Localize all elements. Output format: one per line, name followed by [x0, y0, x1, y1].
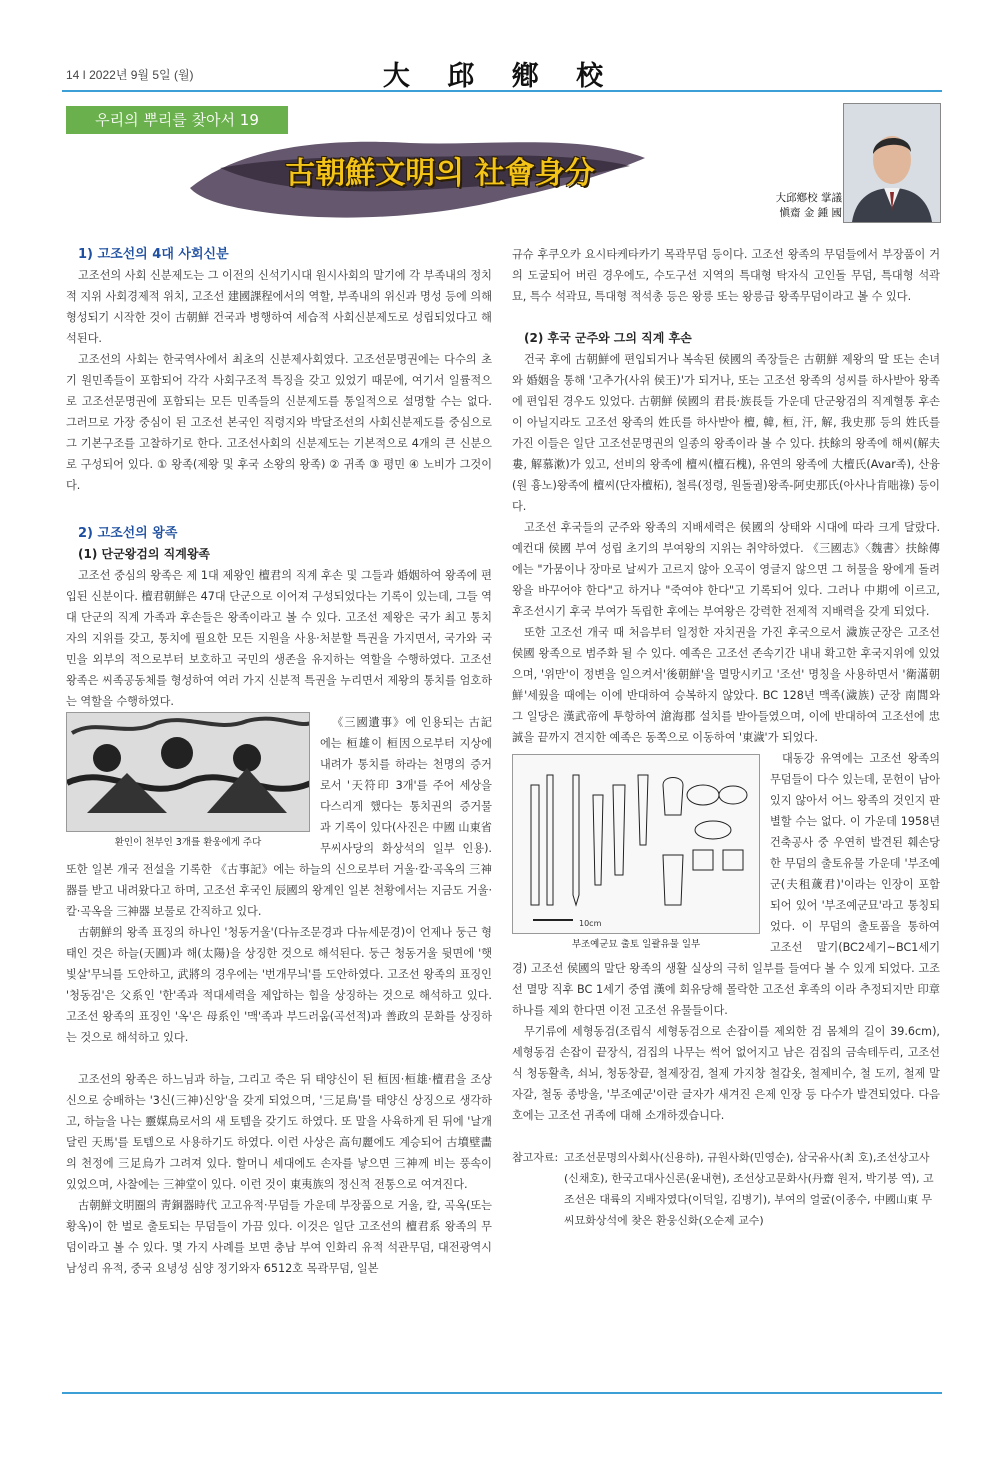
stone-relief-image [66, 712, 310, 832]
author-byline [760, 191, 842, 221]
series-banner: 우리의 뿌리를 찾아서 19 [66, 106, 288, 134]
references-body: 고조선문명의사회사(신용하), 규원사화(민영순), 삼국유사(최 호),조선상고사(신채호), 한국고대사신론(윤내현), 조선상고문화사(丹齋 원저, 박기봉 역), 고조선은 대륙의 지배자였다(이덕일, 김병기), 부여의 얼굴(이종수, 中國山東 무씨묘화상석에 찾은 환웅신화(오순제 교수) [564, 1151, 934, 1227]
masthead: 大 邱 鄕 校 [382, 61, 618, 92]
section-heading-1: 1) 고조선의 4대 사회신분 [78, 247, 229, 262]
scale-label: 10cm [579, 919, 602, 928]
paragraph: 대동강 유역에는 고조선 왕족의 무덤들이 다수 있는데, 문헌이 남아 있지 않아서 어느 왕족의 것인지 판별할 수는 없다. 이 가운데 1958년 건축공사 중 우연히 발견된 훼손당한 무덤의 출토유물 가운데 '부조예군(夫租薉君)'이라는 인장이 포함되어 있어 '부조예군묘'라고 통칭되었다. 이 무덤의 출토품을 통하여 고조선 말기(BC2세기~BC1세기경) 고조선 侯國의 말단 왕족의 생활 실상의 극히 일부를 들여다 볼 수 있게 되었다. 고조선 멸망 직후 BC 1세기 중엽 漢에 회유당해 몰락한 고조선 후족의 이라 추정되지만 印章 하나를 제외 한다면 이전 고조선 유물들이다. [512, 752, 940, 1017]
paragraph: 《三國遺事》에 인용되는 古記에는 桓雄이 桓因으로부터 지상에 내려가 통치를 하라는 천명의 증거로서 '天符印 3개'를 주어 세상을 다스리게 했다는 통치권의 증거물과 기록이 있다(사진은 中國 山東省 무씨사당의 화상석의 일부 인용). 또한 일본 개국 전설을 기록한 《古事記》에는 하늘의 신으로부터 거울·칼·곡옥의 三神器를 받고 내려왔다고 하며, 고조선 후국인 辰國의 왕계인 일본 천황에서는 지금도 거울·칼·곡옥을 三神器 보물로 간직하고 있다. [66, 716, 492, 918]
paragraph: 무기류에 세형동검(조립식 세형동검으로 손잡이를 제외한 검 몸체의 길이 39.6cm), 세형동검 손잡이 끝장식, 검집의 나무는 썩어 없어지고 남은 검집의 금속테두리, 고조선식 청동활촉, 쇠뇌, 청동창끝, 철제장검, 철제 가지창 철갑옷, 철제비수, 철 도끼, 철제 말자갈, 철동 종방울, '부조예군'이란 글자가 새겨진 은제 인장 등 다수가 발견되었다. 다음 호에는 고조선 귀족에 대해 소개하겠습니다. [512, 1025, 940, 1122]
references [512, 1147, 940, 1231]
paragraph: 고조선의 왕족은 하느님과 하늘, 그리고 죽은 뒤 태양신이 된 桓因·桓雄·檀君을 조상신으로 숭배하는 '3신(三神)신앙'을 갖게 되었으며, '三足鳥'를 태양신 상징으로 생각하고, 하늘을 나는 靈媒鳥로서의 새 토템을 갖기도 하였다. 또 말을 사육하게 된 뒤에 '날개 달린 天馬'를 토템으로 사용하기도 하였다. 이런 사상은 高句麗에도 계승되어 古墳壁畵의 천정에 三足烏가 그려져 있다. 할머니 세대에도 손자를 낳으면 三神께 비는 풍속이 있었으며, 사찰에는 三神堂이 있다. 이런 것이 東夷族의 정신적 전통으로 여겨진다. [66, 1073, 492, 1191]
paragraph: 건국 후에 古朝鮮에 편입되거나 복속된 侯國의 족장들은 古朝鮮 제왕의 딸 또는 손녀와 婚姻을 통해 '고추가(사위 侯王)'가 되거나, 또는 고조선 왕족의 성씨를 하사받아 왕족에 편입된 경우도 있었다. 古朝鮮 侯國의 君長·族長들 가운데 단군왕검의 직계혈통 후손이 아닐지라도 고조선 왕족의 姓氏를 하사받아 檀, 韓, 桓, 汗, 解, 我史那 등의 姓氏를 가진 이들은 일단 고조선문명권의 일종의 왕족이라 볼 수 있다. 扶餘의 왕족에 해씨(解夫婁, 解慕漱)가 있고, 선비의 왕족에 檀씨(檀石槐), 유연의 왕족에 大檀氏(Avar족), 산융(원 흉노)왕족에 檀씨(단자檀柘), 철륵(정령, 원돌궐)왕족-阿史那氏(아사나肯咄祿) 등이다. [512, 353, 940, 513]
section-heading-2: 2) 고조선의 왕족 [78, 526, 178, 541]
paragraph: 古朝鮮文明圈의 靑銅器時代 고고유적·무덤들 가운데 부장품으로 거울, 칼, 곡옥(또는 황옥)이 한 벌로 출토되는 무덤들이 가끔 있다. 이것은 일단 고조선의 檀君系 왕족의 무덤이라고 볼 수 있다. 몇 가지 사례를 보면 충남 부여 인화리 유적 석관무덤, 대전광역시 남성리 유적, 중국 요녕성 심양 정기와자 6512호 목곽무덤, 일본 [66, 1199, 492, 1275]
author-portrait [843, 103, 941, 223]
headline: 古朝鮮文明의 社會身分 [285, 156, 595, 191]
figure-hwanin [66, 712, 310, 850]
paragraph: 고조선 중심의 왕족은 제 1대 제왕인 檀君의 직계 후손 및 그들과 婚姻하여 왕족에 편입된 신분이다. 檀君朝鮮은 47대 단군으로 이어져 구성되었다는 기록이 있는데, 그들 역대 단군의 직계 가족과 후손들은 왕족이라고 볼 수 있다. 고조선 제왕은 국가 최고 통치자의 지위를 갖고, 통치에 필요한 모든 지원을 사용·처분할 특권을 가지면서, 국가와 국민을 외부의 적으로부터 보호하고 국민의 생존을 유지하는 역할을 수행하였다. 고조선 왕족은 씨족공동체를 형성하여 여러 가지 신분적 특권을 누리면서 제왕의 통치를 엄호하는 역할을 수행하였다. [66, 569, 492, 708]
paragraph: 고조선 후국들의 군주와 왕족의 지배세력은 侯國의 상태와 시대에 따라 크게 달랐다. 예컨대 侯國 부여 성립 초기의 부여왕의 지위는 취약하였다. 《三國志》〈魏書〉扶餘傳에는 "가뭄이나 장마로 날씨가 고르지 않아 오곡이 영글지 않으면 그 허물을 왕에게 돌려 왕을 바꾸어야 한다"고 하거나 "죽여야 한다"고 기록되어 있다. 그러나 中期에 이르고, 후조선시기 후국 부여가 독립한 후에는 부여왕은 강력한 전제적 지배력을 갖게 되었다. [512, 521, 940, 618]
footer-rule [62, 1392, 942, 1394]
byline-name: 愼齋 金 鍾 國 [779, 207, 842, 219]
figure-artifacts [512, 754, 760, 952]
subsection-heading: (1) 단군왕검의 직계왕족 [78, 547, 211, 561]
right-column [512, 244, 940, 1231]
paragraph: 또한 고조선 개국 때 처음부터 일정한 자치권을 가진 후국으로서 濊族군장은 고조선 侯國 왕족으로 범주화 될 수 있다. 예족은 고조선 존속기간 내내 확고한 후국지위에 있었으며, '위만'이 정변을 일으켜서'後朝鮮'을 멸망시키고 '조선' 명칭을 사용하면서 '衛滿朝鮮'세웠을 때에는 이에 반대하여 승복하지 않았다. BC 128년 맥족(濊族) 군장 南閭와 그 일당은 漢武帝에 투항하여 滄海郡 설치를 받아들였으며, 이에 반대하여 고조선에 忠誠을 끝까지 견지한 예족은 동쪽으로 이동하여 '東濊'가 되었다. [512, 626, 940, 744]
paragraph: 고조선의 사회는 한국역사에서 최초의 신분제사회였다. 고조선문명권에는 다수의 초기 원민족들이 포함되어 각각 사회구조적 특징을 갖고 있었기 때문에, 여기서 일률적으로 고조선문명권에 포함되는 모든 민족들의 신분제도를 통일적으로 설명할 수는 없다. 그러므로 가장 중심이 된 고조선 본국인 직령지와 박달조선의 사회신분제도를 중심으로 그 기본구조를 고찰하기로 한다. 고조선사회의 신분제도는 기본적으로 4개의 큰 신분으로 구성되어 있다. ① 왕족(제왕 및 후국 소왕의 왕족) ② 귀족 ③ 평민 ④ 노비가 그것이다. [66, 353, 492, 492]
paragraph: 古朝鮮의 왕족 표징의 하나인 '청동거울'(다뉴조문경과 다뉴세문경)이 언제나 둥근 형태인 것은 하늘(天圓)과 해(太陽)을 상징한 것으로 해석된다. 둥근 청동거울 뒷면에 '햇빛살'무늬를 도안하고, 武將의 경우에는 '번개무늬'를 도안하였다. 고조선 왕족의 표징인 '청동검'은 父系인 '한'족과 적대세력을 제압하는 힘을 상징하는 것으로 해석하고 있다. 고조선 왕족의 표징인 '옥'은 母系인 '맥'족과 부드러움(곡선적)과 善政의 문화를 상징하는 것으로 해석하고 있다. [66, 926, 492, 1044]
paragraph: 규슈 후쿠오카 요시타케타카기 목곽무덤 등이다. 고조선 왕족의 무덤들에서 부장품이 거의 도굴되어 버린 경우에도, 수도구선 지역의 특대형 탁자식 고인돌 무덤, 특대형 석곽묘, 특수 석곽묘, 특대형 적석총 등은 왕릉 또는 왕릉급 왕족무덤이라고 볼 수 있다. [512, 248, 940, 303]
byline-title: 大邱鄕校 掌議 [775, 192, 842, 204]
left-column [66, 244, 492, 1279]
references-label: 참고자료: [512, 1151, 559, 1164]
page-info: 14 ǀ 2022년 9월 5일 (월) [66, 68, 194, 82]
subsection-heading: (2) 후국 군주와 그의 직계 후손 [524, 331, 692, 345]
paragraph: 고조선의 사회 신분제도는 그 이전의 신석기시대 원시사회의 말기에 각 부족내의 정치적 지위 사회경제적 위치, 고조선 建國課程에서의 역할, 부족내의 위신과 명성 등에 의해 형성되기 시작한 것이 古朝鮮 건국과 병행하여 세습적 사회신분제도로 성립되었다고 해석된다. [66, 269, 493, 345]
figure-caption: 환인이 천부인 3개를 환웅에게 주다 [114, 837, 262, 848]
figure-caption: 부조예군묘 출토 일괄유물 일부 [571, 939, 701, 950]
artifact-drawing [512, 754, 760, 934]
